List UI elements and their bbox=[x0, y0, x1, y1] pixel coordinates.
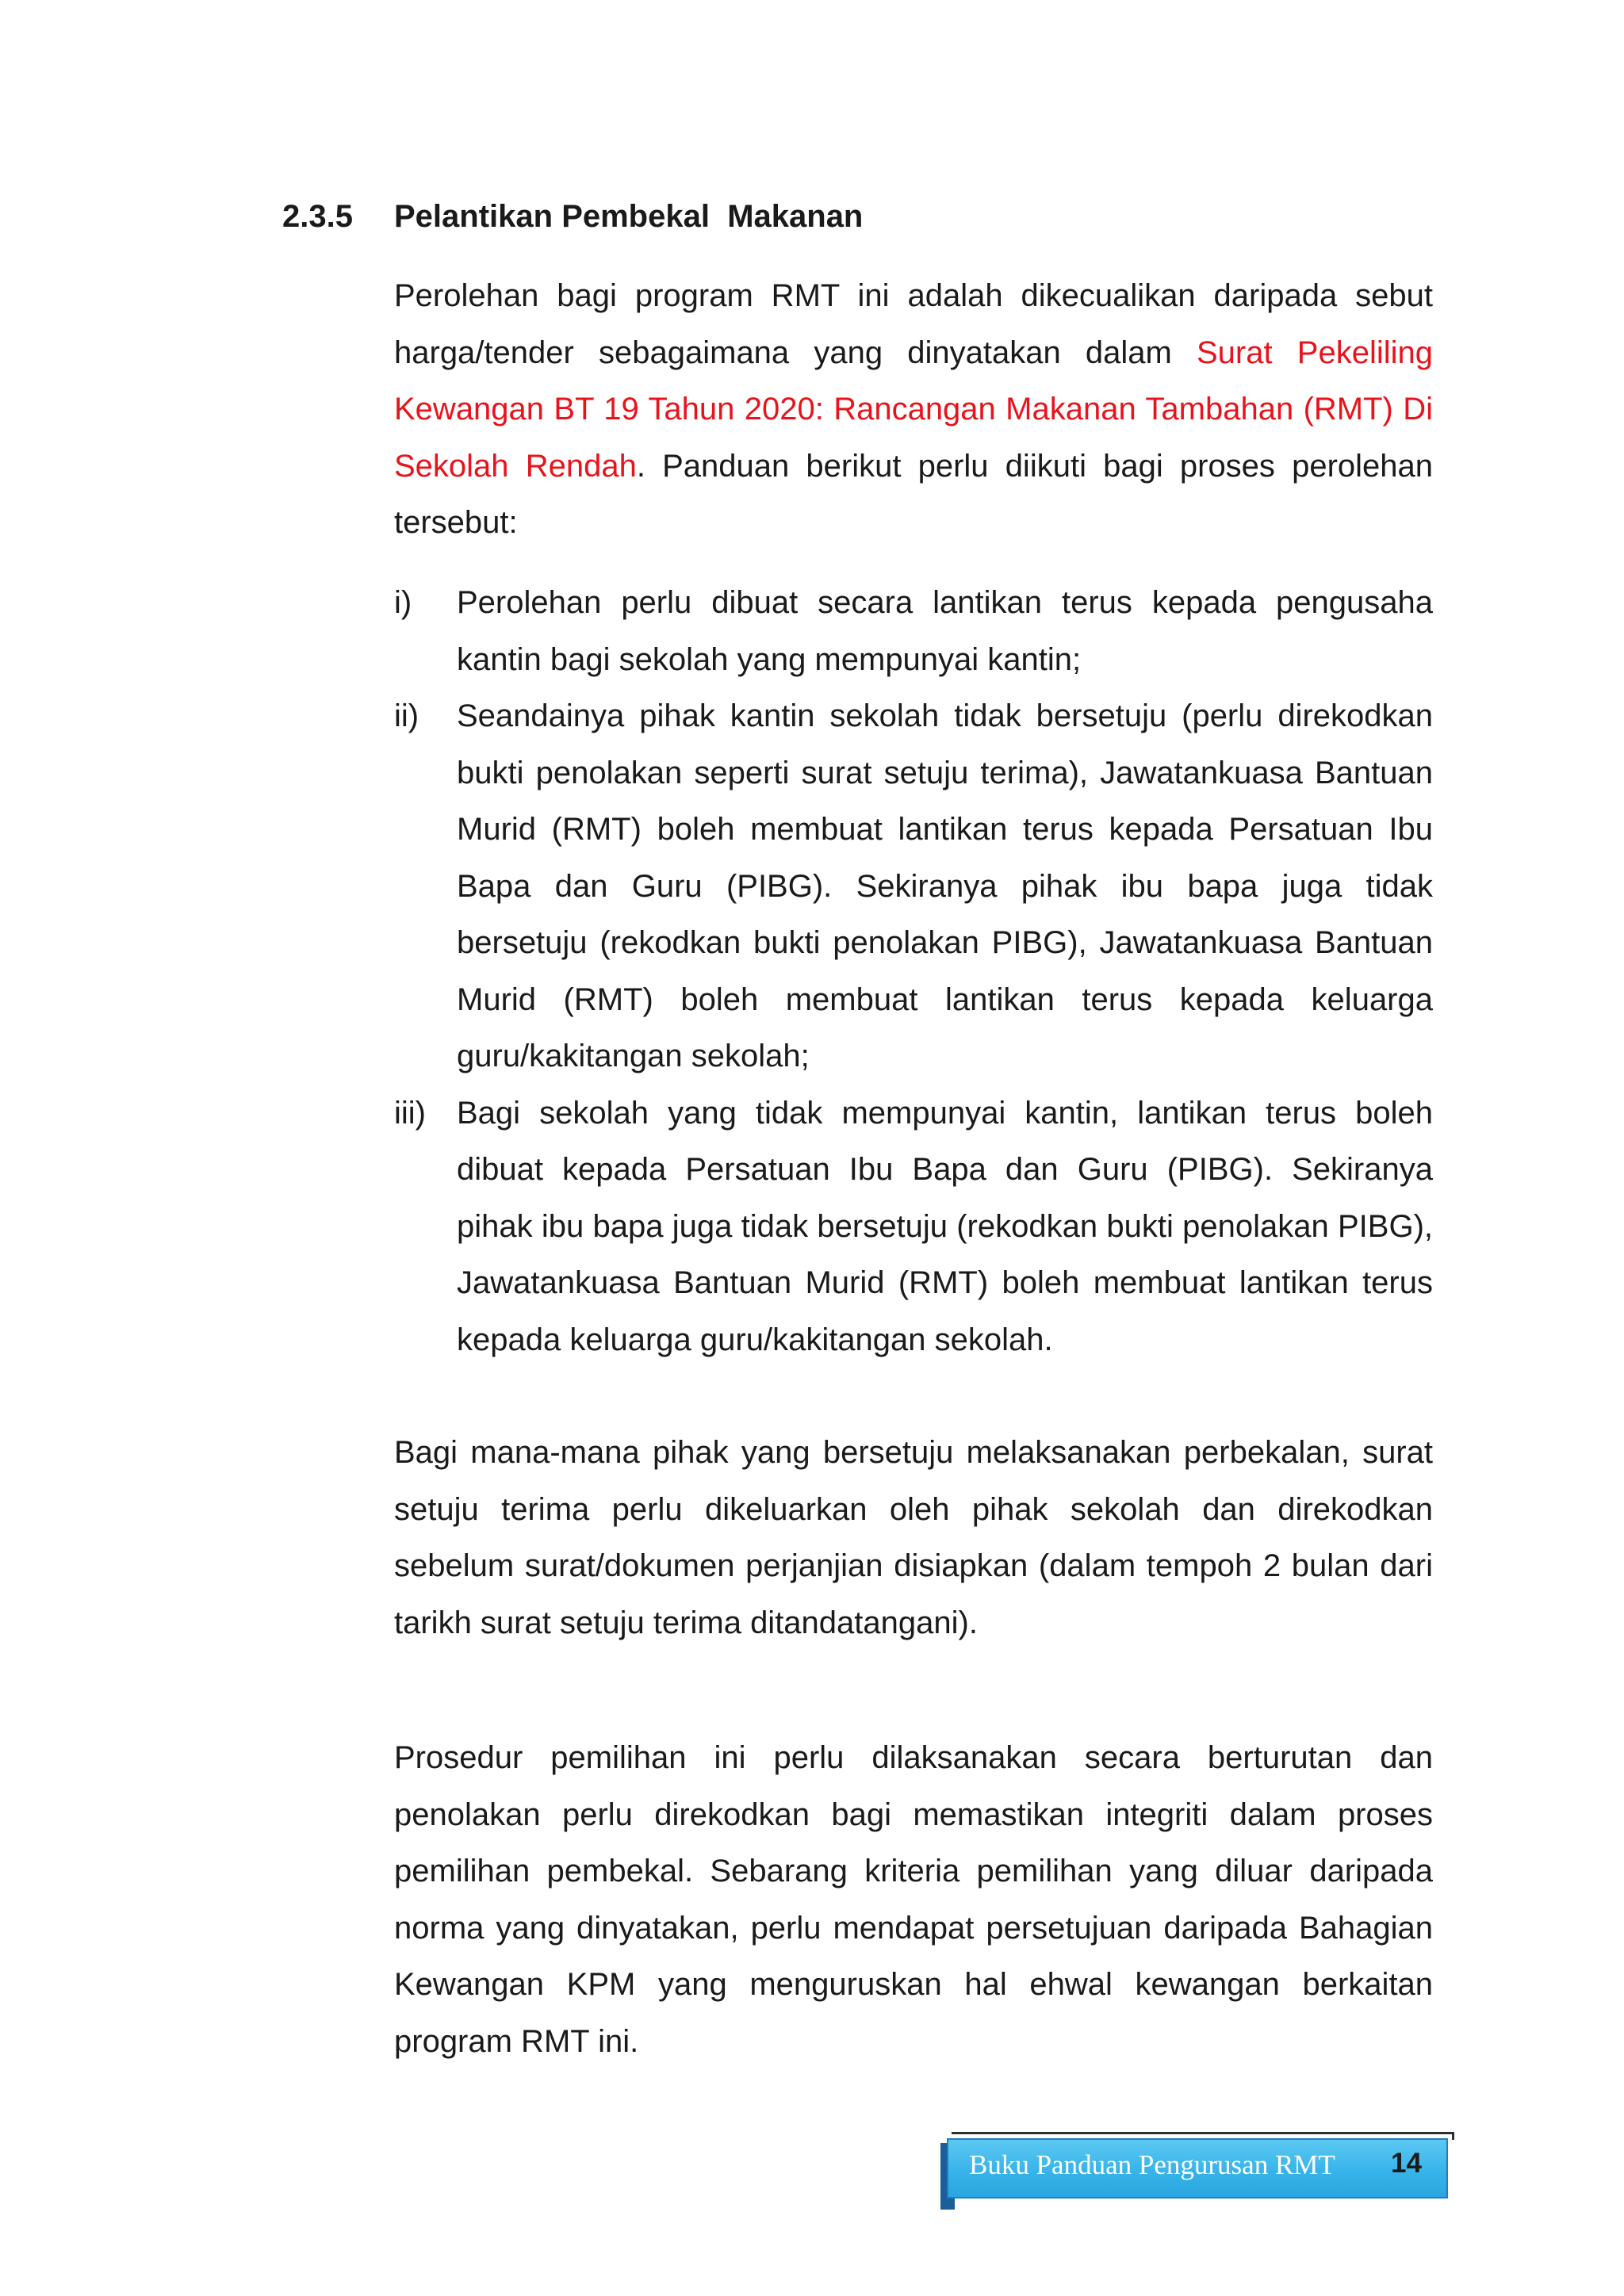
circular-reference: Surat Pekeliling Kewangan BT 19 Tahun 2020: Rancangan Makanan Tambahan (RMT) Di Sekolah Rendah bbox=[394, 335, 1433, 484]
footer-title: Buku Panduan Pengurusan RMT bbox=[969, 2149, 1335, 2180]
intro-text-before: Perolehan bagi program RMT ini adalah dikecualikan daripada sebut harga/tender sebagaimana yang dinyatakan dalam bbox=[394, 278, 1433, 370]
section-title: Pelantikan Pembekal Makanan bbox=[394, 199, 864, 234]
list-item bbox=[394, 1085, 1433, 1369]
list-item bbox=[394, 575, 1433, 688]
footer-banner bbox=[940, 2132, 1456, 2210]
procurement-list bbox=[394, 575, 1433, 1368]
intro-text-after: . Panduan berikut perlu diikuti bagi proses perolehan tersebut: bbox=[394, 448, 1434, 540]
intro-paragraph bbox=[394, 268, 1433, 552]
list-item-text: Seandainya pihak kantin sekolah tidak bersetuju (perlu direkodkan bukti penolakan seperti surat setuju terima), Jawatankuasa Bantuan Murid (RMT) boleh membuat lantikan terus kepada Persatuan Ibu Bapa dan Guru (PIBG). Sekiranya pihak ibu bapa juga tidak bersetuju (rekodkan bukti penolakan PIBG), Jawatankuasa Bantuan Murid (RMT) boleh membuat lantikan terus kepada keluarga guru/kakitangan sekolah; bbox=[457, 698, 1433, 1073]
page-number: 14 bbox=[1391, 2148, 1422, 2179]
list-marker: iii) bbox=[394, 1095, 426, 1131]
list-marker: i) bbox=[394, 585, 412, 620]
section-number: 2.3.5 bbox=[282, 199, 353, 234]
procedure-paragraph: Prosedur pemilihan ini perlu dilaksanakan secara berturutan dan penolakan perlu direkodkan bagi memastikan integriti dalam proses pemilihan pembekal. Sebarang kriteria pemilihan yang diluar daripada norma yang dinyatakan, perlu mendapat persetujuan daripada Bahagian Kewangan KPM yang menguruskan hal ehwal kewangan berkaitan program RMT ini. bbox=[394, 1740, 1433, 2059]
section-heading bbox=[282, 193, 863, 240]
list-item-text: Bagi sekolah yang tidak mempunyai kantin, lantikan terus boleh dibuat kepada Persatuan Ibu Bapa dan Guru (PIBG). Sekiranya pihak ibu bapa juga tidak bersetuju (rekodkan bukti penolakan PIBG), Jawatankuasa Bantuan Murid (RMT) boleh membuat lantikan terus kepada keluarga guru/kakitangan sekolah. bbox=[457, 1095, 1433, 1357]
list-marker: ii) bbox=[394, 698, 419, 733]
list-item-text: Perolehan perlu dibuat secara lantikan terus kepada pengusaha kantin bagi sekolah yang mempunyai kantin; bbox=[457, 585, 1433, 677]
list-item bbox=[394, 688, 1433, 1085]
acceptance-paragraph: Bagi mana-mana pihak yang bersetuju melaksanakan perbekalan, surat setuju terima perlu dikeluarkan oleh pihak sekolah dan direkodkan sebelum surat/dokumen perjanjian disiapkan (dalam tempoh 2 bulan dari tarikh surat setuju terima ditandatangani). bbox=[394, 1435, 1433, 1640]
